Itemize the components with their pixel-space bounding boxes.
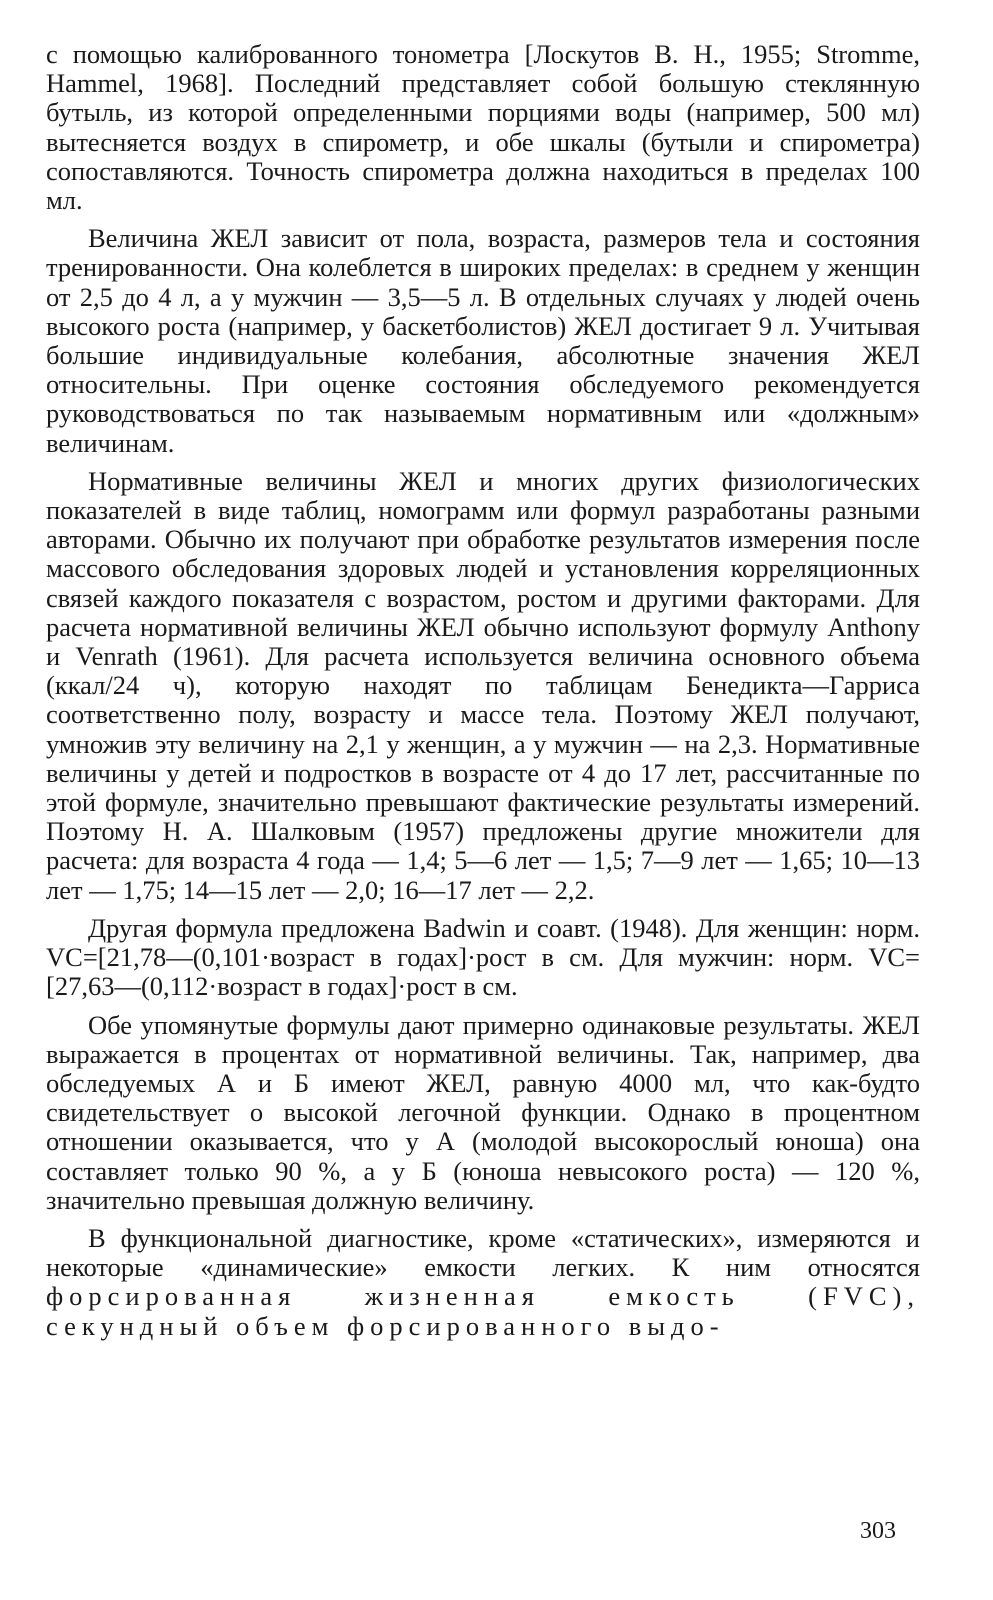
paragraph-2: Величина ЖЕЛ зависит от пола, возраста, размеров тела и состояния тренированности. Она колеблется в широких пределах: в среднем у женщин от 2,5 до 4 л, а у мужчин — 3,5—5 л. В отдельных случаях у людей очень высокого роста (например, у баскетболистов) ЖЕЛ достигает 9 л. Учитывая большие индивидуальные колебания, абсолютные значения ЖЕЛ относительны. При оценке состояния обследуемого рекомендуется руководствоваться по так называемым нормативным или «должным» величинам.: [46, 223, 920, 458]
page-number: 303: [860, 1518, 896, 1544]
paragraph-6-spaced-terms: форсированная жизненная емкость (FVC), секундный объем форсированного выдо-: [46, 1281, 920, 1341]
paragraph-6: [46, 1224, 920, 1341]
page-body: [46, 40, 920, 1341]
paragraph-5: Обе упомянутые формулы дают примерно одинаковые результаты. ЖЕЛ выражается в процентах от нормативной величины. Так, например, два обследуемых А и Б имеют ЖЕЛ, равную 4000 мл, что как-будто свидетельствует о высокой легочной функции. Однако в процентном отношении оказывается, что у А (молодой высокорослый юноша) она составляет только 90 %, а у Б (юноша невысокого роста) — 120 %, значительно превышая должную величину.: [46, 1009, 920, 1215]
paragraph-3: Нормативные величины ЖЕЛ и многих других физиологических показателей в виде таблиц, номограмм или формул разработаны разными авторами. Обычно их получают при обработке результатов измерения после массового обследования здоровых людей и установления корреляционных связей каждого показателя с возрастом, ростом и другими факторами. Для расчета нормативной величины ЖЕЛ обычно используют формулу Anthony и Venrath (1961). Для расчета используется величина основного объема (ккал/24 ч), которую находят по таблицам Бенедикта—Гарриса соответственно полу, возрасту и массе тела. Поэтому ЖЕЛ получают, умножив эту величину на 2,1 у женщин, а у мужчин — на 2,3. Нормативные величины у детей и подростков в возрасте от 4 до 17 лет, рассчитанные по этой формуле, значительно превышают фактические результаты измерений. Поэтому Н. А. Шалковым (1957) предложены другие множители для расчета: для возраста 4 года — 1,4; 5—6 лет — 1,5; 7—9 лет — 1,65; 10—13 лет — 1,75; 14—15 лет — 2,0; 16—17 лет — 2,2.: [46, 465, 920, 905]
paragraph-4: Другая формула предложена Badwin и соавт. (1948). Для женщин: норм. VC=[21,78—(0,101·возраст в годах]·рост в см. Для мужчин: норм. VC=[27,63—(0,112·возраст в годах]·рост в см.: [46, 912, 920, 1002]
paragraph-6-intro: В функциональной диагностике, кроме «статических», измеряются и некоторые «динамические» емкости легких. К ним относятся: [46, 1222, 920, 1283]
paragraph-1: с помощью калиброванного тонометра [Лоскутов В. Н., 1955; Stromme, Hammel, 1968]. Последний представляет собой большую стеклянную бутыль, из которой определенными порциями воды (например, 500 мл) вытесняется воздух в спирометр, и обе шкалы (бутыли и спирометра) сопоставляются. Точность спирометра должна находиться в пределах 100 мл.: [46, 39, 920, 216]
